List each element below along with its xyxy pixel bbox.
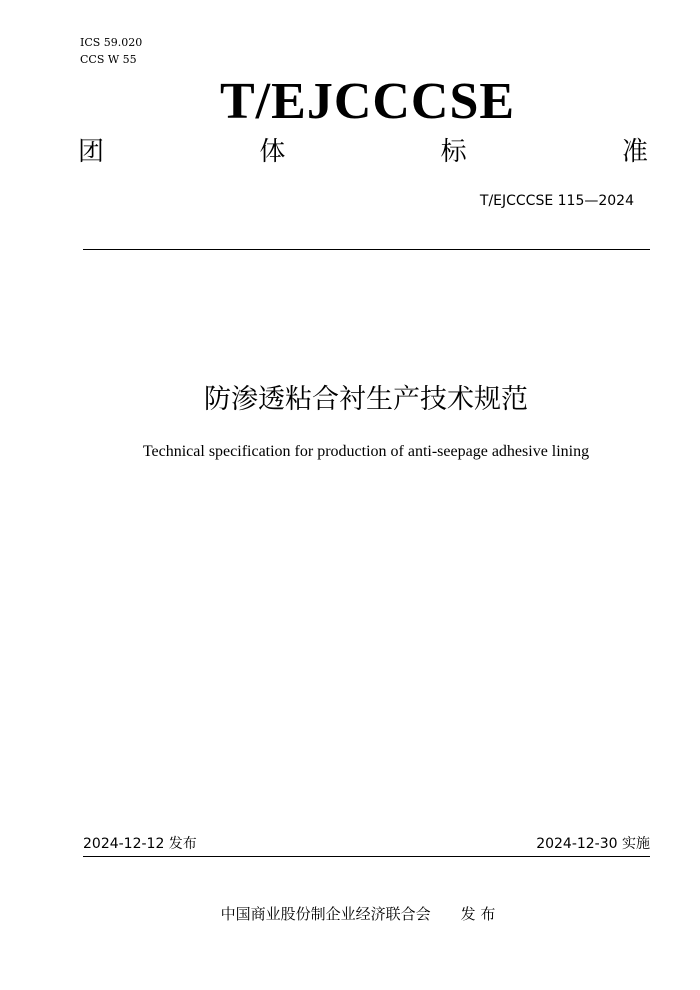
publish-action: 发 布 bbox=[460, 905, 496, 923]
standard-brand: T/EJCCCSE bbox=[220, 73, 516, 130]
standard-type bbox=[78, 134, 648, 170]
publisher-line bbox=[0, 904, 700, 924]
standard-number: T/EJCCCSE 115—2024 bbox=[479, 193, 634, 209]
document-title-chinese: 防渗透粘合衬生产技术规范 bbox=[204, 384, 528, 415]
implementation-date: 2024-12-30 实施 bbox=[536, 836, 650, 852]
standard-type-char: 团 bbox=[78, 137, 105, 167]
standard-type-char: 标 bbox=[440, 137, 467, 167]
ics-code: ICS 59.020 bbox=[80, 36, 143, 49]
publisher-name: 中国商业股份制企业经济联合会 bbox=[220, 905, 431, 923]
ccs-code: CCS W 55 bbox=[80, 53, 137, 66]
standard-type-char: 准 bbox=[621, 137, 648, 167]
top-divider bbox=[83, 249, 650, 250]
document-title-english: Technical specification for production of anti-seepage adhesive lining bbox=[142, 443, 590, 460]
issue-date: 2024-12-12 发布 bbox=[83, 836, 197, 852]
bottom-divider bbox=[83, 856, 650, 857]
standard-type-char: 体 bbox=[259, 137, 286, 167]
classification-codes bbox=[80, 34, 142, 68]
